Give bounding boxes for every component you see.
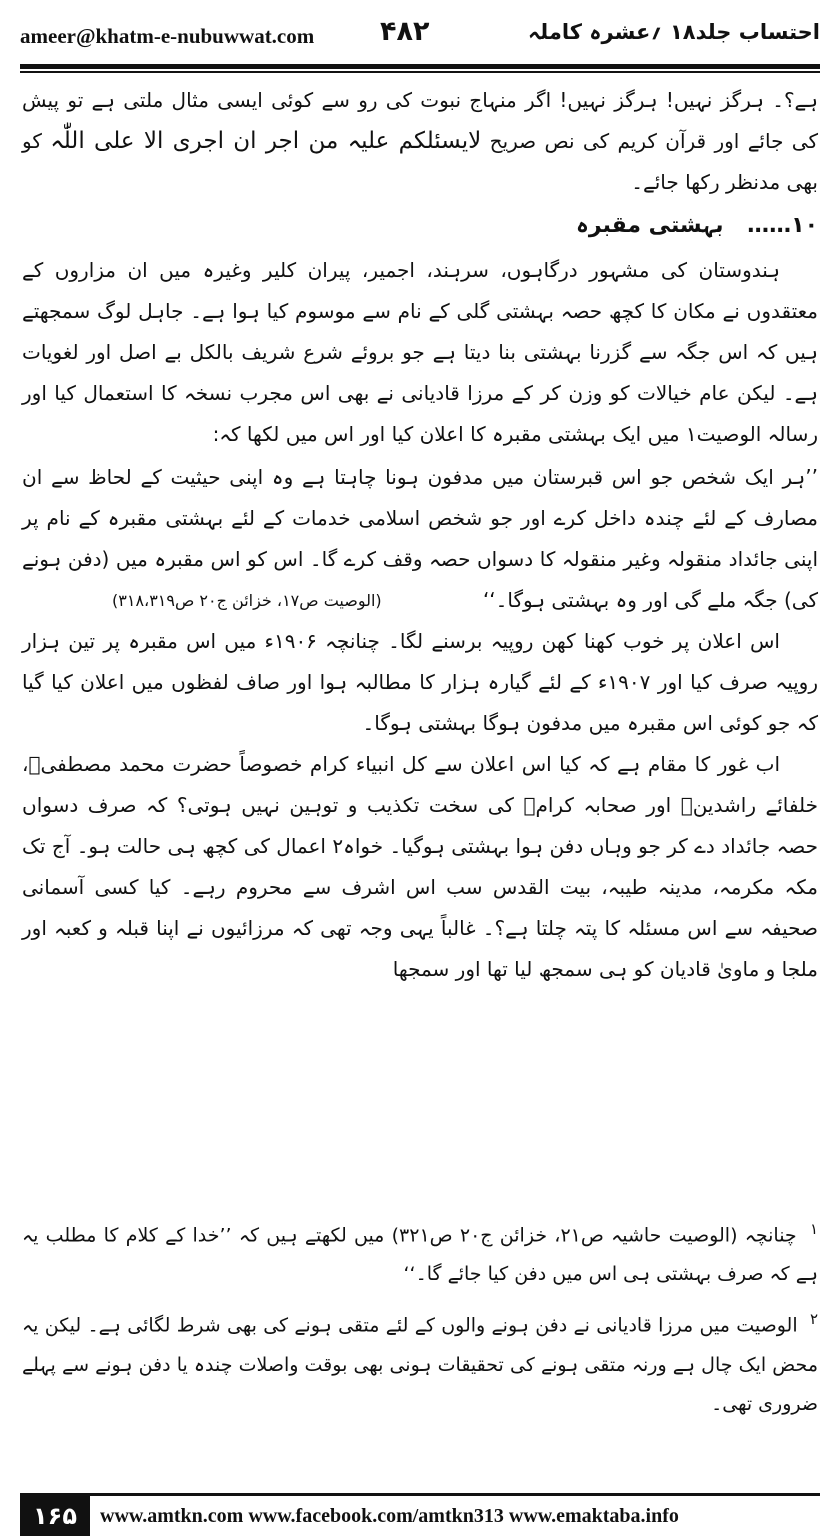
section-title: بہشتی مقبرہ: [576, 213, 724, 238]
footnote-1-marker: ۱: [809, 1220, 818, 1238]
footer-urls: www.amtkn.com www.facebook.com/amtkn313 www.emaktaba.info: [100, 1505, 679, 1527]
arabic-quote: لایسئلکم علیہ من اجر ان اجری الا علی اللّٰہ: [50, 128, 482, 154]
footer-page-number: ۱۶۵: [20, 1496, 90, 1536]
main-text: [22, 80, 818, 990]
paragraph-1: ہندوستان کی مشہور درگاہوں، سرہند، اجمیر، پیران کلیر وغیرہ میں ان مزاروں کے معتقدوں نے مکان کا کچھ حصہ بہشتی گلی کے نام سے موسوم کیا ہوا ہے۔ جاہل لوگ سمجھتے ہیں کہ اس جگہ سے گزرنا بہشتی بنا دیتا ہے جو بروئے شرع شریف بالکل بے اصل اور لغویات ہے۔ لیکن عام خیالات کو وزن کر کے مرزا قادیانی نے بھی اس مجرب نسخہ کا استعمال کیا اور رسالہ الوصیت۱ میں ایک بہشتی مقبرہ کا اعلان کیا اور اس میں لکھا کہ:: [22, 258, 818, 446]
page-header: [20, 14, 820, 60]
header-volume-title: احتساب جلد۱۸ ؍عشرہ کاملہ: [527, 20, 820, 44]
intro-paragraph: [22, 80, 818, 203]
header-rule-thick: [20, 64, 820, 69]
header-email: ameer@khatm-e-nubuwwat.com: [20, 24, 315, 48]
quote-reference-line: [22, 580, 818, 621]
intro-text: ہے؟۔ ہرگز نہیں! ہرگز نہیں! اگر منہاج نبوت کی رو سے کوئی ایسی مثال ملتی ہے تو پیش کی جائے اور قرآن کریم کی نص صریح: [22, 88, 818, 153]
quote-reference: (الوصیت ص۱۷، خزائن ج۲۰ ص۳۱۸،۳۱۹): [112, 591, 382, 610]
footnote-2-text: الوصیت میں مرزا قادیانی نے دفن ہونے والوں کے لئے متقی ہونے کی بھی شرط لگائی ہے۔ لیکن یہ محض ایک چال ہے ورنہ متقی ہونے کی تحقیقات ہونی بھی بوقت واصلات چندہ یا دفن ہونے سے پہلے ضروری تھی۔: [22, 1314, 818, 1415]
footnote-1-text: چنانچہ (الوصیت حاشیہ ص۲۱، خزائن ج۲۰ ص۳۲۱) میں لکھتے ہیں کہ ’’خدا کے کلام کا مطلب یہ ہے کہ صرف بہشتی ہی اس میں دفن کیا جائے گا۔‘‘: [22, 1224, 818, 1286]
section-number: ۱۰……: [747, 213, 818, 238]
footnote-1: [22, 1210, 818, 1294]
section-heading: [22, 205, 818, 246]
footnote-2-marker: ۲: [809, 1310, 818, 1329]
paragraph-2: اس اعلان پر خوب کھنا کھن روپیہ برسنے لگا۔ چنانچہ ۱۹۰۶ء میں اس مقبرہ پر تین ہزار روپیہ صرف کیا اور ۱۹۰۷ء کے لئے گیارہ ہزار کا مطالبہ ہوا اور صاف لفظوں میں اعلان کیا گیا کہ جو کوئی اس مقبرہ میں مدفون ہوگا بہشتی ہوگا۔: [22, 629, 818, 735]
paragraph-3: اب غور کا مقام ہے کہ کیا اس اعلان سے کل انبیاء کرام خصوصاً حضرت محمد مصطفیﷺ، خلفائے راشدینؓ اور صحابہ کرامؓ کی سخت تکذیب و توہین نہیں ہوتی؟ کہ صرف دسواں حصہ جائداد دے کر جو وہاں دفن ہوا بہشتی ہوگیا۔ خواہ۲ اعمال کی کچھ ہی حالت ہو۔ آج تک مکہ مکرمہ، مدینہ طیبہ، بیت القدس سب اس اشرف سے محروم رہے۔ کیا کسی آسمانی صحیفہ سے اس مسئلہ کا پتہ چلتا ہے؟۔ غالباً یہی وجہ تھی کہ مرزائیوں نے اپنا قبلہ و کعبہ اور ملجا و ماویٰ قادیان کو ہی سمجھ لیا تھا اور سمجھا: [22, 752, 818, 981]
header-page-number: ۴۸۲: [380, 16, 430, 47]
intro-end-text: کو بھی مدنظر رکھا جائے۔: [22, 129, 818, 194]
footnote-2: [22, 1300, 818, 1423]
footer-rule: [20, 1493, 820, 1496]
header-rule-thin: [20, 71, 820, 73]
quote-text: ’’ہر ایک شخص جو اس قبرستان میں مدفون ہونا چاہتا ہے وہ اپنی حیثیت کے لحاظ سے ان مصارف کے لئے چندہ داخل کرے اور جو شخص اسلامی خدمات کے لئے بہشتی مقبرہ کے نام پر اپنی جائداد منقولہ وغیر منقولہ کا دسواں حصہ وقف کرے گا۔ اس کو اس مقبرہ میں (دفن ہونے کی) جگہ ملے گی اور وہ بہشتی ہوگا۔‘‘: [22, 465, 819, 612]
footnotes: [22, 1210, 818, 1430]
